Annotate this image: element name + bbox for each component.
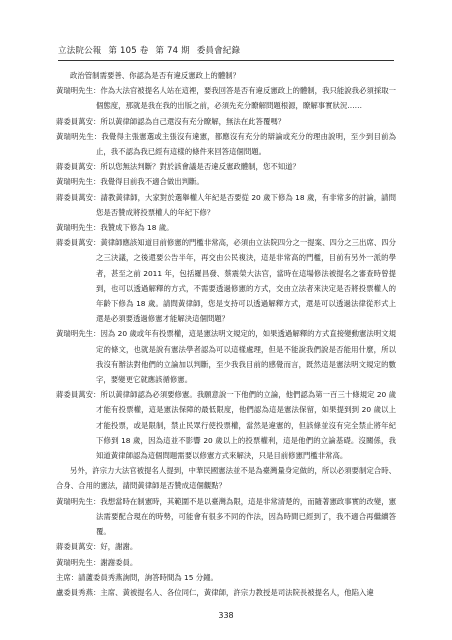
paragraph: 政治管制需要善、你認為是否有違反憲政上的體制？ [70,71,240,80]
paragraph: 另外，許宗力大法官被提名人提到，中華民國憲法並不是為臺灣量身定做的，所以必須要制定合時、合身、合用的憲法，請問黃律師是否贊成這個觀點？ [56,466,396,491]
paragraph: 黃瑞明先生：我想當時在制憲時，其範圍不是以臺灣為限，這是非常清楚的，而隨著憲政事實的改變，憲法需要配合現在的時勢，可能會有很多不同的作法，因為時間已經到了，我不適合再繼續答覆。 [56,496,396,537]
paragraph: 黃瑞明先生：謝謝委員。 [56,557,138,567]
transcript-body [56,68,396,600]
page-number: 338 [218,611,234,620]
paragraph: 黃瑞明先生：因為 20 歲或年有投票權，這是憲法明文規定的，如果透過解釋的方式直接變動憲法明文規定的條文，也就是說有憲法學者認為可以這樣處理，但是不能說我們說是否能用什麼，所以我沒有辦法對他們的立論加以判斷，至少我我目前的感覺而言，既然這是憲法明文規定的數字，要變更它就應該循修憲。 [56,329,396,385]
paragraph: 黃瑞明先生：我覺得目前我不適合做出判斷。 [56,177,204,187]
paragraph: 黃瑞明先生：作為大法官被提名人站在這裡，要我回答是否有違反憲政上的體制，我只能說我必須採取一個態度，那就是我在我的出版之前，必須先充分瞭解問題根源，瞭解事實狀況…… [56,86,396,111]
paragraph: 蔣委員萬安：所以黃律師認為自己還沒有充分瞭解，無法在此答覆嗎？ [56,116,286,126]
paragraph: 主席：請蘆委員秀燕詢問，詢答時間為 15 分鐘。 [56,572,218,582]
header-rule [58,60,394,61]
paragraph: 蔣委員萬安：所以黃律師認為必須要修憲。我願意說一下他們的立論，他們認為第一百三十條規定 20 歲才能有投票權，這是憲法保障的最低限度，他們認為這是憲法保留，如果提到到 20 歲以上才能投票，或是限制，禁止民眾行使投票權，當然是違憲的，但該條並沒有完全禁止將年紀下修到 18 歲，因為這並不影響 20 歲以上的投票權利，這是他們的立論基礎。沒關係，我知道黃律師認為這個問題需要以修憲方式來解決，只是目前修憲門檻非常高。 [56,390,396,461]
publication-title: 立法院公報 [58,46,102,56]
issue-label: 第 74 期 [155,46,190,56]
paragraph: 蔣委員萬安：黃律師應該知道目前修憲的門檻非常高，必須由立法院四分之一提案、四分之三出席、四分之三決議，之後還要公告半年，再交由公民複決，這是非常高的門檻，目前有另外一派的學者，甚至之前 2011 年，包括羅昌發、蔡震榮大法官，當時在這場修法被提名之審查時曾提到，也可以透過解釋的方式，不需要透過修憲的方式，交由立法者來決定是否將投票權人的年齡下修為 18 歲。請問黃律師，您是支持可以透過解釋方式，還是可以透過法律從形式上還是必須要透過修憲才能解決這個問題？ [56,238,396,324]
paragraph: 蔣委員萬安：好，謝謝。 [56,542,138,552]
paragraph: 盧委員秀燕：主席、黃被提名人、各位同仁，黃律師，許宗力教授是司法院長被提名人，他陷入違 [56,587,374,597]
volume-label: 第 105 卷 [108,46,149,56]
paragraph: 蔣委員萬安：請教黃律師，大家對於選舉權人年紀是否要從 20 歲下修為 18 歲，有非常多的討論，請問您是否贊成將投票權人的年紀下修？ [56,192,396,217]
section-label: 委員會紀錄 [196,46,241,56]
paragraph: 蔣委員萬安：所以您無法判斷？對於該會議是否違反憲政體制，您不知道？ [56,162,300,172]
paragraph: 黃瑞明先生：我贊成下修為 18 歲。 [56,223,174,233]
running-header [58,44,244,56]
paragraph: 黃瑞明先生：我覺得主張憲選或主張沒有違憲，都應沒有充分的辯論或充分的理由說明，至少到目前為止，我不認為我已經有這樣的條件來回答這個問題。 [56,131,396,157]
